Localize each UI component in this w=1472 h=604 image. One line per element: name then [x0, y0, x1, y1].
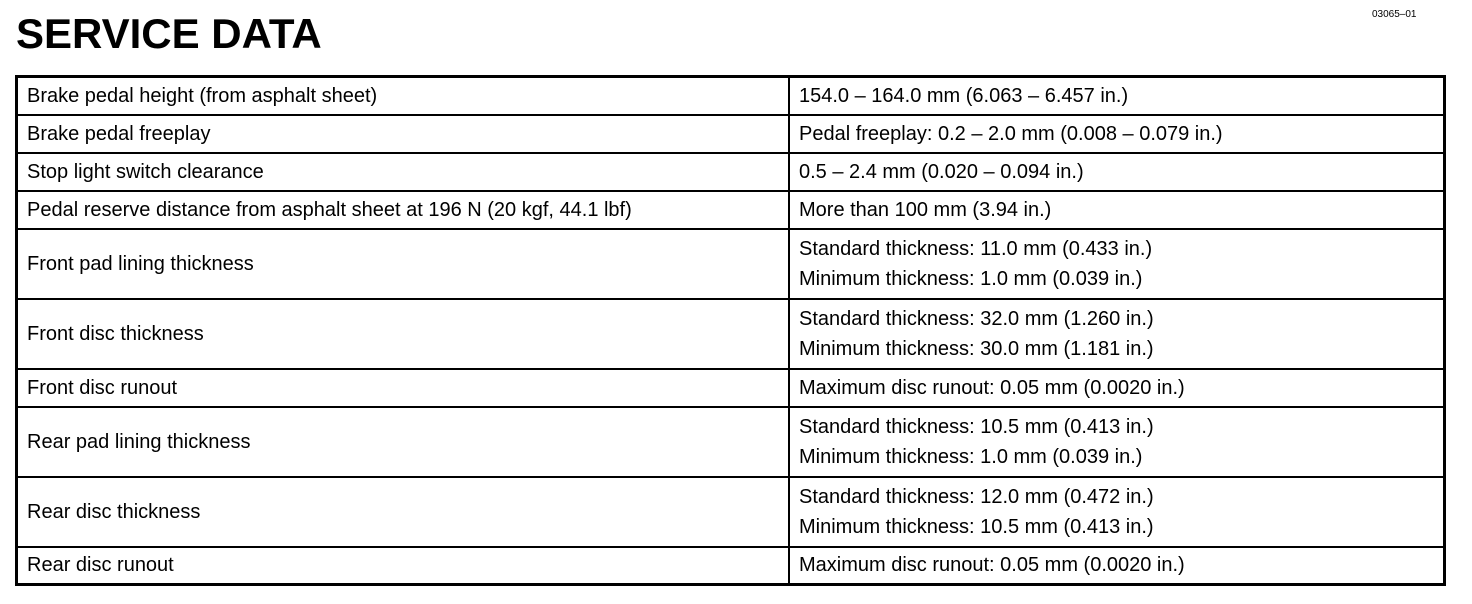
spec-item-cell: Front disc runout — [17, 369, 790, 407]
table-row — [17, 547, 1445, 585]
spec-item-cell: Rear disc runout — [17, 547, 790, 585]
spec-value-line: Minimum thickness: 1.0 mm (0.039 in.) — [799, 267, 1143, 290]
spec-value-line: 154.0 – 164.0 mm (6.063 – 6.457 in.) — [799, 84, 1129, 107]
page-title: SERVICE DATA — [16, 10, 322, 57]
spec-value-cell — [789, 547, 1445, 585]
table-row — [17, 77, 1445, 115]
table-row — [17, 191, 1445, 229]
spec-value-cell — [789, 299, 1445, 369]
service-data-table-body — [17, 77, 1445, 585]
spec-value-line: Minimum thickness: 1.0 mm (0.039 in.) — [799, 445, 1143, 468]
spec-value-line: Maximum disc runout: 0.05 mm (0.0020 in.) — [799, 376, 1185, 399]
spec-value-line: Maximum disc runout: 0.05 mm (0.0020 in.) — [799, 554, 1185, 577]
spec-value-cell — [789, 153, 1445, 191]
spec-value-cell — [789, 77, 1445, 115]
spec-item-cell: Rear disc thickness — [17, 477, 790, 547]
spec-value-line: Pedal freeplay: 0.2 – 2.0 mm (0.008 – 0.079 in.) — [799, 122, 1223, 145]
table-row — [17, 299, 1445, 369]
spec-value-line: Minimum thickness: 10.5 mm (0.413 in.) — [799, 515, 1154, 538]
spec-value-line: Minimum thickness: 30.0 mm (1.181 in.) — [799, 337, 1154, 360]
table-row — [17, 477, 1445, 547]
spec-value-cell — [789, 191, 1445, 229]
spec-item-cell: Stop light switch clearance — [17, 153, 790, 191]
spec-item-cell: Brake pedal freeplay — [17, 115, 790, 153]
spec-value-line: Standard thickness: 32.0 mm (1.260 in.) — [799, 307, 1154, 330]
table-row — [17, 369, 1445, 407]
spec-item-cell: Pedal reserve distance from asphalt sheet at 196 N (20 kgf, 44.1 lbf) — [17, 191, 790, 229]
spec-item-cell: Front pad lining thickness — [17, 229, 790, 299]
table-row — [17, 115, 1445, 153]
table-row — [17, 407, 1445, 477]
spec-value-line: Standard thickness: 11.0 mm (0.433 in.) — [799, 237, 1153, 260]
table-row — [17, 153, 1445, 191]
spec-value-cell — [789, 477, 1445, 547]
spec-value-cell — [789, 115, 1445, 153]
spec-value-cell — [789, 229, 1445, 299]
service-data-table — [15, 75, 1446, 586]
table-row — [17, 229, 1445, 299]
spec-value-cell — [789, 407, 1445, 477]
spec-value-line: Standard thickness: 10.5 mm (0.413 in.) — [799, 415, 1154, 438]
spec-item-cell: Front disc thickness — [17, 299, 790, 369]
spec-value-cell — [789, 369, 1445, 407]
spec-item-cell: Rear pad lining thickness — [17, 407, 790, 477]
spec-value-line: More than 100 mm (3.94 in.) — [799, 198, 1052, 221]
document-code: 03065–01 — [1372, 9, 1417, 20]
spec-value-line: 0.5 – 2.4 mm (0.020 – 0.094 in.) — [799, 160, 1084, 183]
spec-value-line: Standard thickness: 12.0 mm (0.472 in.) — [799, 485, 1154, 508]
spec-item-cell: Brake pedal height (from asphalt sheet) — [17, 77, 790, 115]
